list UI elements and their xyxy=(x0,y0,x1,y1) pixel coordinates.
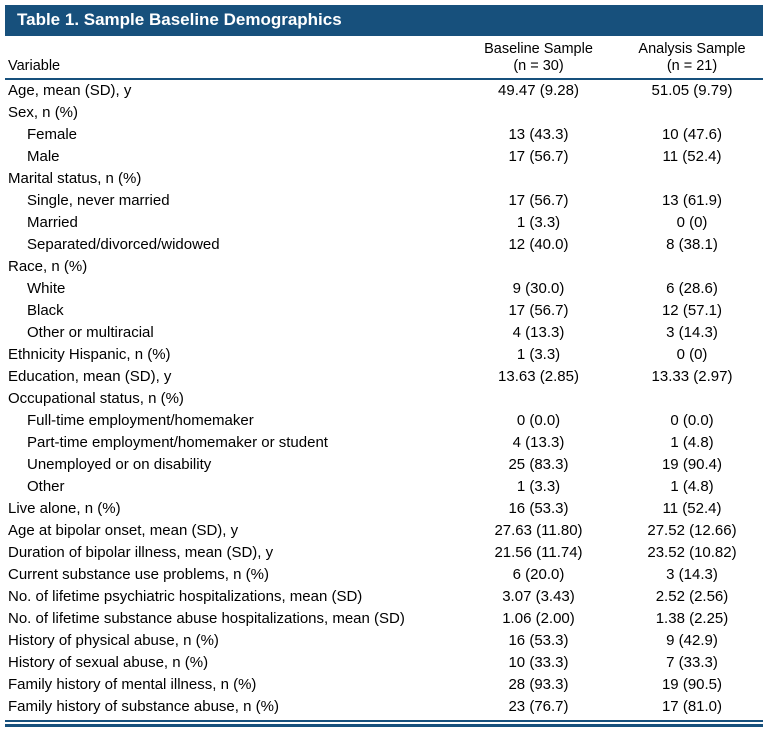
table-row xyxy=(5,520,763,542)
table-row xyxy=(5,410,763,432)
row-baseline-value: 13.63 (2.85) xyxy=(498,368,579,385)
row-baseline-value: 6 (20.0) xyxy=(512,566,565,583)
row-analysis-value: 0 (0) xyxy=(676,214,708,231)
row-variable-label: Current substance use problems, n (%) xyxy=(8,566,269,583)
table-row xyxy=(5,300,763,322)
row-variable-label: Male xyxy=(27,148,60,165)
row-variable-label: Other or multiracial xyxy=(27,324,154,341)
row-baseline-value xyxy=(456,102,621,124)
row-baseline-value: 3.07 (3.43) xyxy=(502,588,575,605)
row-analysis-value: 17 (81.0) xyxy=(661,698,723,715)
row-analysis-value: 3 (14.3) xyxy=(666,324,718,341)
table-title-bar xyxy=(5,5,763,36)
row-variable-label: No. of lifetime psychiatric hospitalizations, mean (SD) xyxy=(8,588,363,605)
table-row xyxy=(5,256,763,278)
row-analysis-value: 1.38 (2.25) xyxy=(655,610,729,627)
row-baseline-value: 13 (43.3) xyxy=(508,126,569,143)
row-variable-label: History of sexual abuse, n (%) xyxy=(8,654,209,671)
bottom-rule-thick xyxy=(5,724,763,727)
row-baseline-value: 1.06 (2.00) xyxy=(502,610,575,627)
row-variable-label: Other xyxy=(27,478,65,495)
row-variable-label: Occupational status, n (%) xyxy=(8,390,184,407)
row-analysis-value xyxy=(621,256,763,278)
row-analysis-value: 19 (90.5) xyxy=(661,676,723,693)
table-row xyxy=(5,630,763,652)
table-row xyxy=(5,322,763,344)
row-variable-label: No. of lifetime substance abuse hospitalizations, mean (SD) xyxy=(8,610,405,627)
row-analysis-value xyxy=(621,168,763,190)
row-analysis-value: 3 (14.3) xyxy=(666,566,718,583)
table-row xyxy=(5,366,763,388)
row-analysis-value: 19 (90.4) xyxy=(661,456,723,473)
row-variable-label: Separated/divorced/widowed xyxy=(27,236,220,253)
row-baseline-value: 25 (83.3) xyxy=(508,456,569,473)
row-variable-label: Family history of substance abuse, n (%) xyxy=(8,698,279,715)
bottom-rule-thin xyxy=(5,720,763,722)
column-header-baseline xyxy=(456,41,621,75)
row-baseline-value: 1 (3.3) xyxy=(516,214,561,231)
row-baseline-value: 17 (56.7) xyxy=(508,192,569,209)
table-row xyxy=(5,476,763,498)
table-row xyxy=(5,498,763,520)
row-variable-label: Marital status, n (%) xyxy=(8,170,142,187)
row-analysis-value: 13 (61.9) xyxy=(661,192,723,209)
row-baseline-value: 17 (56.7) xyxy=(508,148,569,165)
row-baseline-value: 1 (3.3) xyxy=(516,346,561,363)
row-variable-label: Sex, n (%) xyxy=(8,104,79,121)
row-baseline-value xyxy=(456,168,621,190)
row-baseline-value xyxy=(456,256,621,278)
table-row xyxy=(5,652,763,674)
row-analysis-value: 51.05 (9.79) xyxy=(651,82,733,99)
row-analysis-value: 0 (0.0) xyxy=(670,412,714,429)
row-analysis-value: 13.33 (2.97) xyxy=(651,368,733,385)
row-variable-label: Single, never married xyxy=(27,192,170,209)
row-variable-label: History of physical abuse, n (%) xyxy=(8,632,219,649)
row-variable-label: Married xyxy=(27,214,78,231)
table-row xyxy=(5,190,763,212)
row-analysis-value xyxy=(621,102,763,124)
row-baseline-value: 17 (56.7) xyxy=(508,302,569,319)
row-variable-label: Duration of bipolar illness, mean (SD), y xyxy=(8,544,274,561)
table-row xyxy=(5,674,763,696)
row-baseline-value: 4 (13.3) xyxy=(512,434,565,451)
column-header-baseline-line1: Baseline Sample xyxy=(484,41,593,57)
row-variable-label: Full-time employment/homemaker xyxy=(27,412,254,429)
row-variable-label: Unemployed or on disability xyxy=(27,456,212,473)
row-analysis-value: 2.52 (2.56) xyxy=(655,588,729,605)
row-analysis-value: 12 (57.1) xyxy=(661,302,723,319)
row-variable-label: Age, mean (SD), y xyxy=(8,82,132,99)
row-analysis-value: 23.52 (10.82) xyxy=(647,544,737,561)
row-variable-label: Part-time employment/homemaker or student xyxy=(27,434,328,451)
row-analysis-value: 0 (0) xyxy=(676,346,708,363)
row-baseline-value: 4 (13.3) xyxy=(512,324,565,341)
table-row xyxy=(5,586,763,608)
row-variable-label: Live alone, n (%) xyxy=(8,500,121,517)
row-variable-label: Race, n (%) xyxy=(8,258,88,275)
column-header-analysis-line2: (n = 21) xyxy=(666,58,718,74)
row-baseline-value: 49.47 (9.28) xyxy=(498,82,579,99)
column-header-baseline-line2: (n = 30) xyxy=(513,58,564,74)
row-variable-label: Age at bipolar onset, mean (SD), y xyxy=(8,522,239,539)
table-row xyxy=(5,696,763,718)
row-variable-label: Education, mean (SD), y xyxy=(8,368,172,385)
table-row xyxy=(5,212,763,234)
row-baseline-value: 27.63 (11.80) xyxy=(494,522,583,539)
column-header-analysis xyxy=(621,41,763,75)
row-baseline-value: 0 (0.0) xyxy=(516,412,561,429)
table-row xyxy=(5,388,763,410)
bottom-rules xyxy=(5,720,763,727)
table-row xyxy=(5,168,763,190)
row-baseline-value: 16 (53.3) xyxy=(508,632,569,649)
row-variable-label: Black xyxy=(27,302,64,319)
row-analysis-value: 11 (52.4) xyxy=(662,148,722,165)
row-baseline-value: 9 (30.0) xyxy=(512,280,565,297)
table-row xyxy=(5,102,763,124)
row-analysis-value: 1 (4.8) xyxy=(670,434,714,451)
table-row xyxy=(5,564,763,586)
table-row xyxy=(5,234,763,256)
table-row xyxy=(5,344,763,366)
table-body xyxy=(5,80,763,718)
row-variable-label: Family history of mental illness, n (%) xyxy=(8,676,257,693)
row-analysis-value: 9 (42.9) xyxy=(666,632,718,649)
column-header-row xyxy=(5,36,763,78)
row-analysis-value: 8 (38.1) xyxy=(666,236,718,253)
table-row xyxy=(5,608,763,630)
table-row xyxy=(5,80,763,102)
row-analysis-value: 27.52 (12.66) xyxy=(647,522,737,539)
row-baseline-value: 16 (53.3) xyxy=(508,500,569,517)
row-baseline-value xyxy=(456,388,621,410)
table-row xyxy=(5,278,763,300)
table-title: Table 1. Sample Baseline Demographics xyxy=(17,10,342,29)
row-analysis-value: 1 (4.8) xyxy=(670,478,714,495)
table-row xyxy=(5,542,763,564)
row-baseline-value: 10 (33.3) xyxy=(508,654,569,671)
table-row xyxy=(5,432,763,454)
row-baseline-value: 1 (3.3) xyxy=(516,478,561,495)
row-variable-label: White xyxy=(27,280,66,297)
row-baseline-value: 28 (93.3) xyxy=(508,676,569,693)
row-analysis-value: 11 (52.4) xyxy=(662,500,722,517)
row-baseline-value: 21.56 (11.74) xyxy=(494,544,583,561)
row-variable-label: Female xyxy=(27,126,78,143)
row-analysis-value: 7 (33.3) xyxy=(666,654,718,671)
table-row xyxy=(5,146,763,168)
table-row xyxy=(5,124,763,146)
row-baseline-value: 23 (76.7) xyxy=(508,698,569,715)
row-analysis-value: 6 (28.6) xyxy=(666,280,718,297)
row-variable-label: Ethnicity Hispanic, n (%) xyxy=(8,346,171,363)
row-analysis-value xyxy=(621,388,763,410)
column-header-analysis-line1: Analysis Sample xyxy=(638,41,746,57)
row-analysis-value: 10 (47.6) xyxy=(661,126,723,143)
column-header-variable: Variable xyxy=(8,58,61,74)
table-row xyxy=(5,454,763,476)
row-baseline-value: 12 (40.0) xyxy=(508,236,569,253)
